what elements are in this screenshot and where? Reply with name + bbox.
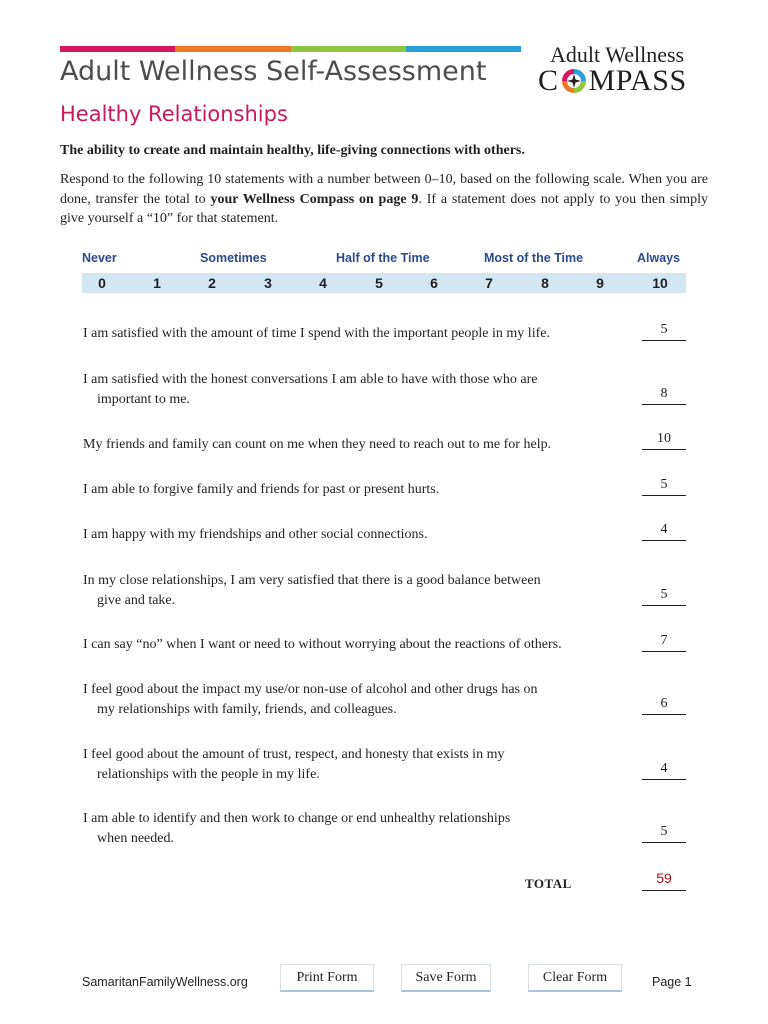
statement-text: I am able to identify and then work to change or end unhealthy relationships: [83, 811, 511, 826]
intro-definition: The ability to create and maintain healthy, life-giving connections with others.: [60, 143, 525, 158]
color-bar-segment-2: [175, 46, 290, 52]
statement-1: [83, 324, 603, 344]
logo-line1: Adult Wellness: [550, 42, 685, 67]
scale-label-sometimes: Sometimes: [200, 251, 267, 265]
answer-field-1[interactable]: 5: [642, 320, 686, 341]
section-subtitle: Healthy Relationships: [60, 102, 288, 126]
scale-label-always: Always: [637, 251, 681, 265]
total-label: TOTAL: [525, 876, 572, 891]
answer-field-6[interactable]: 5: [642, 585, 686, 606]
statement-text: my relationships with family, friends, and colleagues.: [97, 702, 397, 717]
intro-instructions: [60, 170, 708, 229]
answer-field-7[interactable]: 7: [642, 631, 686, 652]
statement-text: My friends and family can count on me when they need to reach out to me for help.: [83, 437, 552, 452]
scale-number: 1: [153, 275, 161, 291]
statement-text: give and take.: [97, 593, 176, 608]
intro-text-before: Respond to the following 10 statements with a number between 0–10, based on the following scale. When you are done, transfer the total to: [60, 172, 708, 207]
compass-icon: [560, 67, 588, 95]
scale-number: 0: [98, 275, 106, 291]
statement-2: [83, 370, 603, 410]
scale-number: 6: [430, 275, 438, 291]
statement-text: I feel good about the impact my use/or non-use of alcohol and other drugs has on: [83, 682, 538, 697]
statement-text: I am able to forgive family and friends for past or present hurts.: [83, 482, 440, 497]
logo: [538, 40, 718, 106]
scale-number: 2: [208, 275, 216, 291]
statement-6: [83, 571, 603, 611]
statement-text: when needed.: [97, 831, 174, 846]
answer-field-5[interactable]: 4: [642, 520, 686, 541]
statement-text: I feel good about the amount of trust, respect, and honesty that exists in my: [83, 747, 505, 762]
statement-4: [83, 480, 603, 500]
clear-form-button[interactable]: Clear Form: [528, 964, 622, 992]
scale-number: 3: [264, 275, 272, 291]
answer-field-9[interactable]: 4: [642, 759, 686, 780]
header-color-bar: [60, 46, 521, 52]
answer-field-10[interactable]: 5: [642, 822, 686, 843]
total-field[interactable]: 59: [642, 868, 686, 891]
statement-8: [83, 680, 603, 720]
scale-number: 9: [596, 275, 604, 291]
statement-text: important to me.: [97, 392, 190, 407]
logo-line2-end: MPASS: [588, 64, 687, 97]
intro-text-after: . If a statement does not apply to you then simply give yourself a “10” for that statement.: [60, 191, 709, 226]
scale-label-most: Most of the Time: [484, 251, 584, 265]
statement-text: I am satisfied with the honest conversations I am able to have with those who are: [83, 372, 538, 387]
color-bar-segment-1: [60, 46, 175, 52]
scale-label-never: Never: [82, 251, 117, 265]
footer-website: SamaritanFamilyWellness.org: [82, 975, 248, 989]
answer-field-2[interactable]: 8: [642, 384, 686, 405]
page-number: Page 1: [652, 975, 692, 989]
statement-7: [83, 635, 603, 655]
color-bar-segment-4: [406, 46, 521, 52]
save-form-button[interactable]: Save Form: [401, 964, 491, 992]
answer-field-3[interactable]: 10: [642, 429, 686, 450]
scale-number: 5: [375, 275, 383, 291]
statement-text: I can say “no” when I want or need to without worrying about the reactions of others.: [83, 637, 562, 652]
statement-5: [83, 525, 603, 545]
scale-label-half: Half of the Time: [336, 251, 430, 265]
statement-3: [83, 435, 603, 455]
statement-text: In my close relationships, I am very satisfied that there is a good balance between: [83, 573, 541, 588]
statement-text: I am happy with my friendships and other social connections.: [83, 527, 428, 542]
answer-field-8[interactable]: 6: [642, 694, 686, 715]
statement-text: relationships with the people in my life.: [97, 767, 320, 782]
statement-9: [83, 745, 603, 785]
scale-number: 10: [652, 275, 668, 291]
scale-number: 7: [485, 275, 493, 291]
print-form-button[interactable]: Print Form: [280, 964, 374, 992]
scale-number: 8: [541, 275, 549, 291]
scale-number: 4: [319, 275, 327, 291]
scale-number-bar: [82, 273, 686, 293]
logo-line2-start: C: [538, 64, 559, 97]
logo-line2: [538, 64, 687, 98]
page-title: Adult Wellness Self-Assessment: [60, 56, 487, 87]
intro-text-bold: your Wellness Compass on page 9: [210, 191, 419, 207]
statement-10: [83, 809, 603, 849]
statement-text: I am satisfied with the amount of time I spend with the important people in my life.: [83, 326, 550, 341]
answer-field-4[interactable]: 5: [642, 475, 686, 496]
scale-labels: [82, 251, 686, 269]
color-bar-segment-3: [291, 46, 406, 52]
